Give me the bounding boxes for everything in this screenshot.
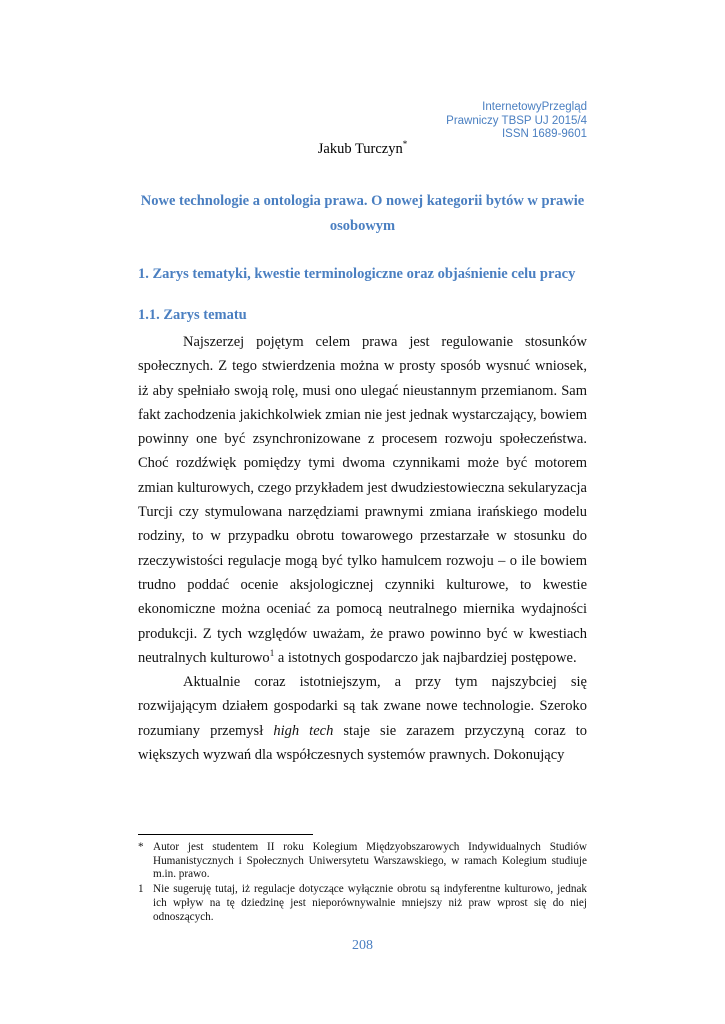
footnote-text: Autor jest studentem II roku Kolegium Międzyobszarowych Indywidualnych Studiów Humanistycznych i Społecznych Uniwersytetu Warszawskiego, w ramach Kolegium studiuje m.in. prawo. — [153, 841, 587, 881]
footnotes — [138, 841, 587, 925]
footnote-mark: 1 — [138, 883, 144, 896]
paragraph-2-text-end: staje sie zarazem przyczyną coraz to większych wyzwań dla współczesnych systemów prawnych. Dokonujący — [138, 722, 587, 764]
paragraph-1-text: Najszerzej pojętym celem prawa jest regulowanie stosunków społecznych. Z tego stwierdzenia można w prosty sposób wysnuć wniosek, iż aby spełniało swoją rolę, musi ono ulegać nieustannym przemianom. Sam fakt zachodzenia jakichkolwiek zmian nie jest jednak wystarczający, bowiem powinny one być zsynchronizowane z procesem rozwoju społeczeństwa. Choć rozdźwięk pomiędzy tymi dwoma czynnikami może być motorem zmian kulturowych, czego przykładem jest dwudziestowieczna sekularyzacja Turcji czy stymulowana narzędziami prawnymi zmiana irańskiego modelu rodziny, to w przypadku obrotu towarowego przestarzałe w stosunku do rzeczywistości regulacje mogą być tylko hamulcem rozwoju – o ile bowiem trudno poddać ocenie aksjologicznej czynniki kulturowe, to kwestie ekonomiczne można oceniać za pomocą neutralnego miernika wydajności produkcji. Z tych względów uważam, że prawo powinno być w kwestiach neutralnych kulturowo — [138, 334, 587, 666]
journal-name-line1: InternetowyPrzegląd — [482, 101, 587, 113]
author-footnote-mark[interactable]: * — [402, 139, 408, 149]
footnote-author — [138, 841, 587, 882]
paragraph-2-text: Aktualnie coraz istotniejszym, a przy tym najszybciej się rozwijającym działem gospodarki są tak zwane nowe technologie. Szeroko rozumiany przemysł — [138, 674, 587, 739]
footnote-mark: * — [138, 841, 144, 853]
author-line — [0, 141, 725, 158]
paragraph-2 — [138, 670, 587, 767]
footnote-text: Nie sugeruję tutaj, iż regulacje dotyczące wyłącznie obrotu są indyferentne kulturowo, jednak ich wpływ na tę dziedzinę jest nieporównywalnie mniejszy niż praw wprost się do niej odnoszących. — [153, 883, 587, 923]
paragraph-1-text-end: a istotnych gospodarczo jak najbardziej postępowe. — [274, 649, 577, 666]
journal-name-line2: Prawniczy TBSP UJ 2015/4 — [446, 114, 587, 127]
footnote-1 — [138, 883, 587, 924]
section-heading: 1. Zarys tematyki, kwestie terminologiczne oraz objaśnienie celu pracy — [138, 266, 576, 282]
article-title: Nowe technologie a ontologia prawa. O nowej kategorii bytów w prawie osobowym — [140, 193, 585, 234]
body-text — [138, 330, 587, 767]
paragraph-2-italic: high tech — [273, 722, 334, 739]
journal-issn: ISSN 1689-9601 — [501, 128, 587, 140]
subsection-heading: 1.1. Zarys tematu — [138, 307, 247, 323]
footnote-ref-1[interactable]: 1 — [269, 647, 275, 658]
page-number: 208 — [352, 938, 373, 953]
journal-info — [446, 101, 587, 142]
footnote-separator — [138, 834, 313, 835]
paragraph-1 — [138, 330, 587, 670]
author-name: Jakub Turczyn — [317, 141, 403, 157]
